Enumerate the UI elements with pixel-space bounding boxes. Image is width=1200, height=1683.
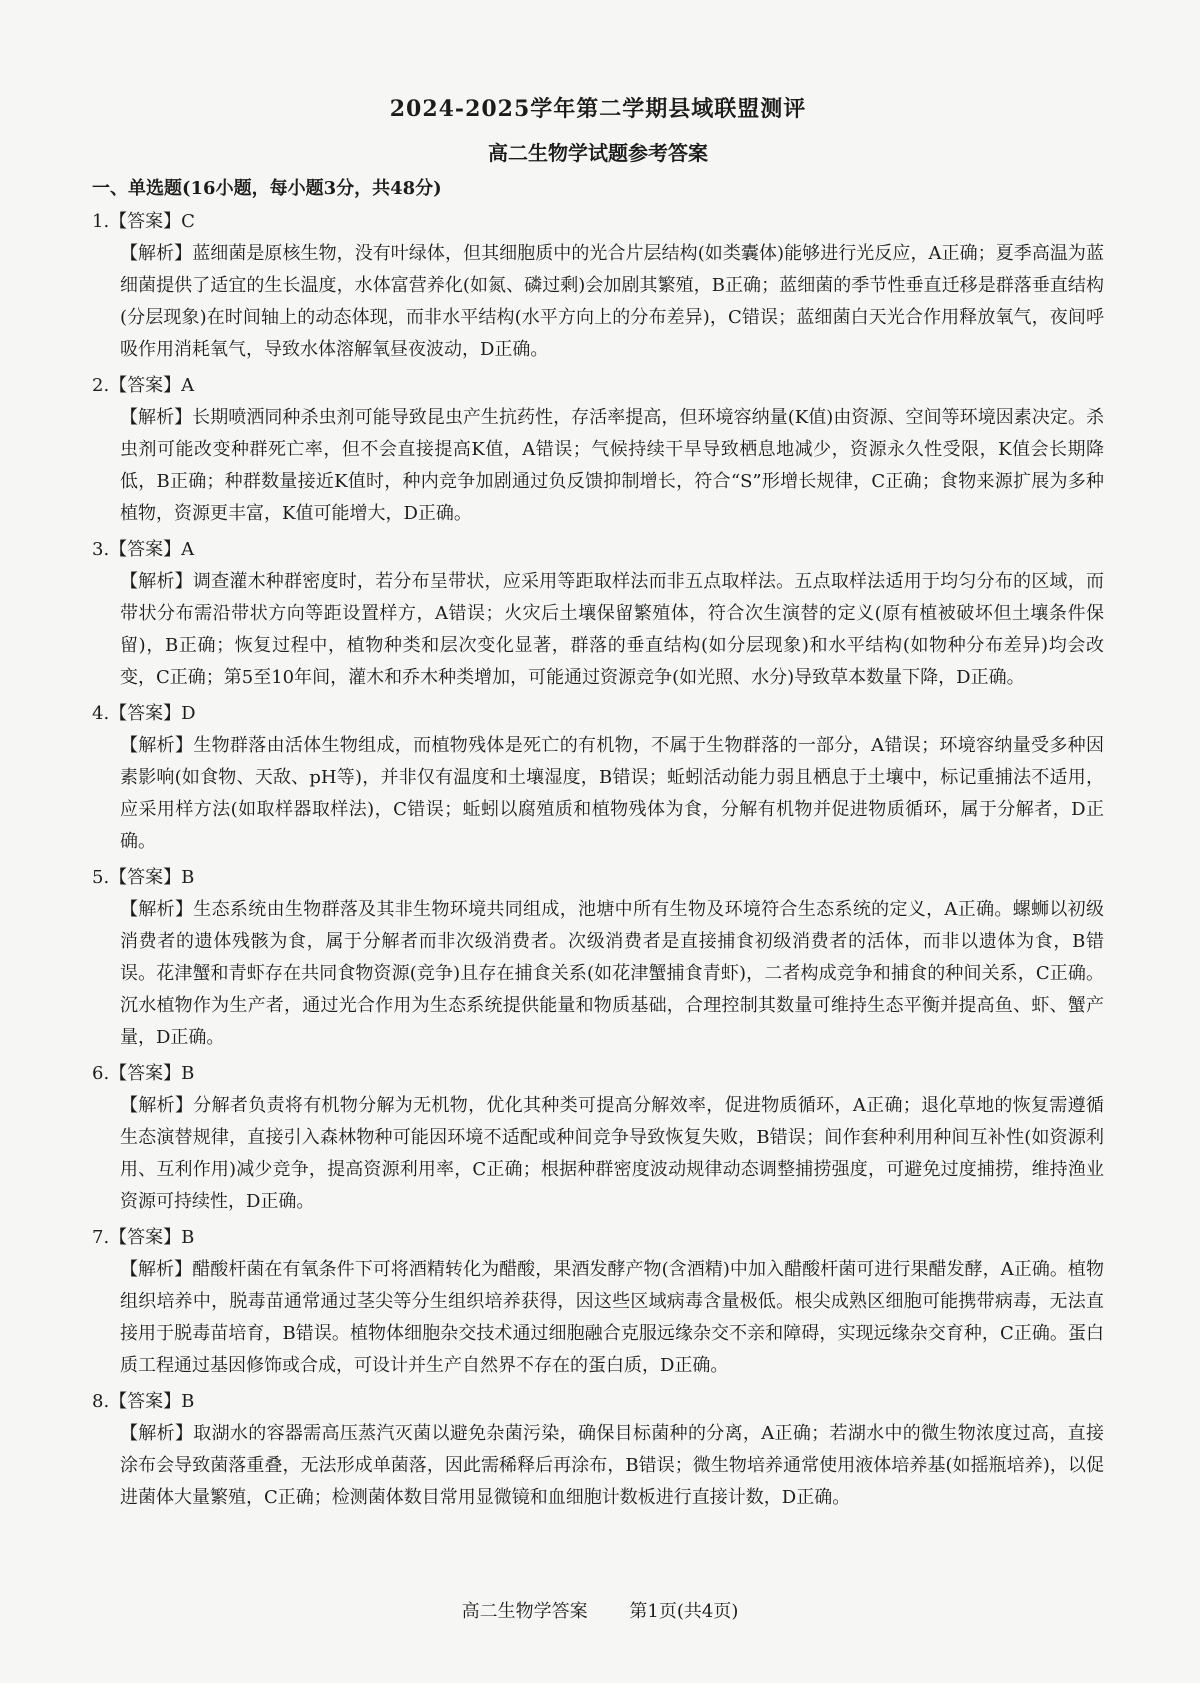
question-answer: 5.【答案】B [92, 867, 195, 888]
question-explanation: 【解析】分解者负责将有机物分解为无机物，优化其种类可提高分解效率，促进物质循环，A正确；退化草地的恢复需遵循生态演替规律，直接引入森林物种可能因环境不适配或种间竞争导致恢复失败，B错误；间作套种利用种间互补性(如资源利用、互利作用)减少竞争，提高资源利用率，C正确；根据种群密度波动规律动态调整捕捞强度，可避免过度捕捞，维持渔业资源可持续性，D正确。 [120, 1095, 1104, 1212]
question-answer: 7.【答案】B [92, 1227, 195, 1248]
question-answer: 3.【答案】A [92, 539, 195, 560]
question-item [92, 1222, 1104, 1382]
question-item [92, 206, 1104, 366]
question-item [92, 862, 1104, 1054]
question-explanation: 【解析】取湖水的容器需高压蒸汽灭菌以避免杂菌污染，确保目标菌种的分离，A正确；若湖水中的微生物浓度过高，直接涂布会导致菌落重叠，无法形成单菌落，因此需稀释后再涂布，B错误；微生物培养通常使用液体培养基(如摇瓶培养)，以促进菌体大量繁殖，C正确；检测菌体数目常用显微镜和血细胞计数板进行直接计数，D正确。 [120, 1423, 1104, 1508]
question-explanation: 【解析】蓝细菌是原核生物，没有叶绿体，但其细胞质中的光合片层结构(如类囊体)能够进行光反应，A正确；夏季高温为蓝细菌提供了适宜的生长温度，水体富营养化(如氮、磷过剩)会加剧其繁殖，B正确；蓝细菌的季节性垂直迁移是群落垂直结构(分层现象)在时间轴上的动态体现，而非水平结构(水平方向上的分布差异)，C错误；蓝细菌白天光合作用释放氧气，夜间呼吸作用消耗氧气，导致水体溶解氧昼夜波动，D正确。 [120, 243, 1104, 360]
page-footer [0, 1597, 1200, 1623]
question-list [92, 206, 1104, 1514]
question-explanation: 【解析】长期喷洒同种杀虫剂可能导致昆虫产生抗药性，存活率提高，但环境容纳量(K值)由资源、空间等环境因素决定。杀虫剂可能改变种群死亡率，但不会直接提高K值，A错误；气候持续干旱导致栖息地减少，资源永久性受限，K值会长期降低，B正确；种群数量接近K值时，种内竞争加剧通过负反馈抑制增长，符合“S”形增长规律，C正确；食物来源扩展为多种植物，资源更丰富，K值可能增大，D正确。 [120, 407, 1104, 524]
question-answer: 4.【答案】D [92, 703, 196, 724]
question-explanation: 【解析】生物群落由活体生物组成，而植物残体是死亡的有机物，不属于生物群落的一部分，A错误；环境容纳量受多种因素影响(如食物、天敌、pH等)，并非仅有温度和土壤湿度，B错误；蚯蚓活动能力弱且栖息于土壤中，标记重捕法不适用，应采用样方法(如取样器取样法)，C错误；蚯蚓以腐殖质和植物残体为食，分解有机物并促进物质循环，属于分解者，D正确。 [120, 735, 1104, 852]
question-answer: 2.【答案】A [92, 375, 195, 396]
question-answer: 1.【答案】C [92, 211, 195, 232]
footer-page-number: 第1页(共4页) [629, 1601, 739, 1622]
question-answer: 6.【答案】B [92, 1063, 195, 1084]
question-explanation: 【解析】调查灌木种群密度时，若分布呈带状，应采用等距取样法而非五点取样法。五点取样法适用于均匀分布的区域，而带状分布需沿带状方向等距设置样方，A错误；火灾后土壤保留繁殖体，符合次生演替的定义(原有植被破坏但土壤条件保留)，B正确；恢复过程中，植物种类和层次变化显著，群落的垂直结构(如分层现象)和水平结构(如物种分布差异)均会改变，C正确；第5至10年间，灌木和乔木种类增加，可能通过资源竞争(如光照、水分)导致草本数量下降，D正确。 [120, 571, 1104, 688]
question-explanation: 【解析】生态系统由生物群落及其非生物环境共同组成，池塘中所有生物及环境符合生态系统的定义，A正确。螺蛳以初级消费者的遗体残骸为食，属于分解者而非次级消费者。次级消费者是直接捕食初级消费者的活体，而非以遗体为食，B错误。花津蟹和青虾存在共同食物资源(竞争)且存在捕食关系(如花津蟹捕食青虾)，二者构成竞争和捕食的种间关系，C正确。沉水植物作为生产者，通过光合作用为生态系统提供能量和物质基础，合理控制其数量可维持生态平衡并提高鱼、虾、蟹产量，D正确。 [120, 899, 1104, 1048]
question-item [92, 1386, 1104, 1514]
question-item [92, 698, 1104, 858]
question-item [92, 534, 1104, 694]
question-item [92, 370, 1104, 530]
footer-doc-name: 高二生物学答案 [461, 1601, 588, 1622]
page-title: 2024-2025学年第二学期县域联盟测评 [389, 96, 807, 122]
question-answer: 8.【答案】B [92, 1391, 195, 1412]
page-subtitle: 高二生物学试题参考答案 [488, 141, 708, 165]
question-explanation: 【解析】醋酸杆菌在有氧条件下可将酒精转化为醋酸，果酒发酵产物(含酒精)中加入醋酸杆菌可进行果醋发酵，A正确。植物组织培养中，脱毒苗通常通过茎尖等分生组织培养获得，因这些区域病毒含量极低。根尖成熟区细胞可能携带病毒，无法直接用于脱毒苗培育，B错误。植物体细胞杂交技术通过细胞融合克服远缘杂交不亲和障碍，实现远缘杂交育种，C正确。蛋白质工程通过基因修饰或合成，可设计并生产自然界不存在的蛋白质，D正确。 [120, 1259, 1104, 1376]
section-heading: 一、单选题(16小题，每小题3分，共48分) [92, 178, 442, 199]
question-item [92, 1058, 1104, 1218]
